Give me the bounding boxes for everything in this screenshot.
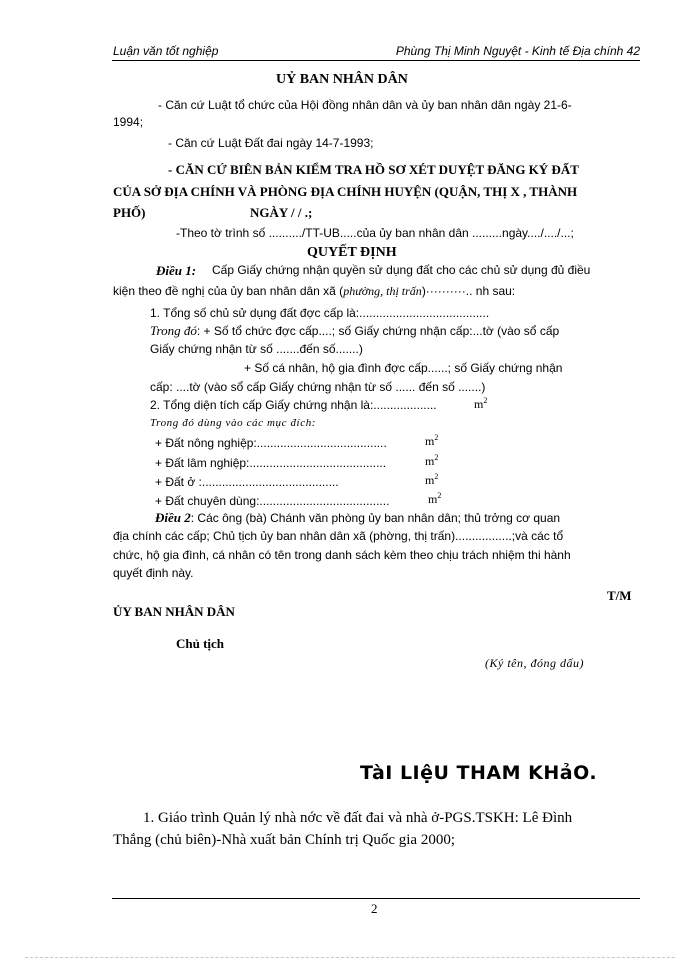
use-special-unit-sup: 2	[437, 491, 442, 500]
use-agri-unit-m: m	[425, 434, 435, 448]
form-title: UỶ BAN NHÂN DÂN	[276, 72, 408, 87]
basis-3-line-3b: NGÀY / / .;	[250, 205, 313, 220]
use-residential-unit-sup: 2	[434, 472, 439, 481]
item-1b-line-2: cấp: ....tờ (vào sổ cấp Giấy chứng nhận từ số ...... đến số .......)	[150, 380, 486, 394]
sign-note: (Ký tên, đóng dấu)	[485, 656, 584, 670]
use-residential-unit-m: m	[425, 473, 435, 487]
committee-label: ỦY BAN NHÂN DÂN	[113, 604, 235, 619]
basis-1-line-2: 1994;	[113, 115, 144, 129]
article-1-line-1: Cấp Giấy chứng nhận quyền sử dụng đất cho các chủ sử dụng đủ điều	[212, 263, 591, 277]
tm-label: T/M	[607, 588, 632, 603]
use-agri: + Đất nông nghiệp:.......................................	[155, 436, 387, 450]
page-edge-dashes	[25, 957, 675, 958]
article-1-line-2c: )··········.. nh sau:	[421, 284, 516, 298]
area-unit-sup: 2	[483, 396, 488, 405]
decision-title: QUYẾT ĐỊNH	[307, 245, 397, 260]
use-residential: + Đất ở :.........................................	[155, 475, 339, 489]
reference-1-line-1: 1. Giáo trình Quản lý nhà nớc về đất đai và nhà ở-PGS.TSKH: Lê Đình	[143, 810, 573, 826]
article-1-line-2a: kiện theo đề nghị của ủy ban nhân dân xã (	[113, 284, 344, 298]
basis-3-line-3a: PHỐ)	[113, 205, 146, 220]
article-2-line-3: chức, hộ gia đình, cá nhân có tên trong danh sách kèm theo chịu trách nhiệm thi hành	[113, 548, 571, 562]
header-rule	[112, 60, 640, 61]
article-1-label: Điều 1:	[156, 263, 197, 278]
page-number: 2	[371, 901, 378, 916]
use-special-unit-m: m	[428, 492, 438, 506]
header-right: Phùng Thị Minh Nguyệt - Kinh tế Địa chính 42	[395, 44, 640, 58]
use-forest-unit	[425, 453, 438, 469]
area-unit	[474, 396, 487, 412]
basis-3-line-1: - CĂN CỨ BIÊN BẢN KIỂM TRA HỒ SƠ XÉT DUYỆT ĐĂNG KÝ ĐẤT	[168, 162, 579, 177]
article-2-line-2: địa chính các cấp; Chủ tịch ủy ban nhân dân xã (phờng, thị trấn).................;và các tổ	[113, 529, 564, 543]
use-forest: + Đất lâm nghiệp:.........................................	[155, 456, 387, 470]
use-agri-unit-sup: 2	[434, 433, 439, 442]
use-special: + Đất chuyên dùng:.......................................	[155, 494, 390, 508]
reference-1-line-2: Thắng (chủ biên)-Nhà xuất bản Chính trị Quốc gia 2000;	[113, 832, 455, 848]
use-special-unit	[428, 491, 441, 507]
item-1a-rest: : + Số tổ chức đợc cấp....; số Giấy chứng nhận cấp:...tờ (vào sổ cấp	[196, 324, 560, 338]
use-residential-unit	[425, 472, 438, 488]
item-1b-line-1: + Số cá nhân, hộ gia đình đợc cấp......; số Giấy chứng nhận	[244, 361, 563, 375]
item-1: 1. Tổng số chủ sử dụng đất đợc cấp là:.......................................	[150, 306, 490, 320]
basis-3-line-2: CỦA SỞ ĐỊA CHÍNH VÀ PHÒNG ĐỊA CHÍNH HUYỆN (QUẬN, THỊ X , THÀNH	[113, 184, 578, 199]
area-unit-m: m	[474, 397, 484, 411]
article-1-line-2b: phường, thị trấn	[343, 284, 422, 298]
in-which-label: Trong đó	[150, 323, 197, 338]
references-heading: TàI LIệU THAM KHảO.	[360, 762, 598, 784]
use-forest-unit-sup: 2	[434, 453, 439, 462]
footer-rule	[112, 898, 640, 899]
chair-label: Chủ tịch	[176, 636, 225, 651]
item-2: 2. Tổng diện tích cấp Giấy chứng nhận là:...................	[150, 398, 437, 412]
item-1a-line-1	[150, 323, 559, 339]
purpose-label: Trong đó dùng vào các mục đích:	[150, 417, 317, 429]
article-2-line-1	[155, 510, 560, 526]
article-2-line-4: quyết định này.	[113, 566, 194, 580]
basis-1-line-1: - Căn cứ Luật tổ chức của Hội đồng nhân dân và ủy ban nhân dân ngày 21-6-	[158, 98, 572, 112]
item-1a-line-2: Giấy chứng nhận từ số .......đến số.......)	[150, 342, 363, 356]
use-agri-unit	[425, 433, 438, 449]
basis-4: -Theo tờ trình số ........../TT-UB.....của ủy ban nhân dân .........ngày..../..../...;	[176, 226, 574, 240]
article-2-label: Điều 2	[155, 510, 191, 525]
basis-2: - Căn cứ Luật Đất đai ngày 14-7-1993;	[168, 136, 374, 150]
article-1-line-2	[113, 284, 515, 299]
article-2-text-1: : Các ông (bà) Chánh văn phòng ủy ban nhân dân; thủ trởng cơ quan	[190, 511, 561, 525]
header-left: Luận văn tốt nghiệp	[113, 44, 219, 58]
use-forest-unit-m: m	[425, 454, 435, 468]
